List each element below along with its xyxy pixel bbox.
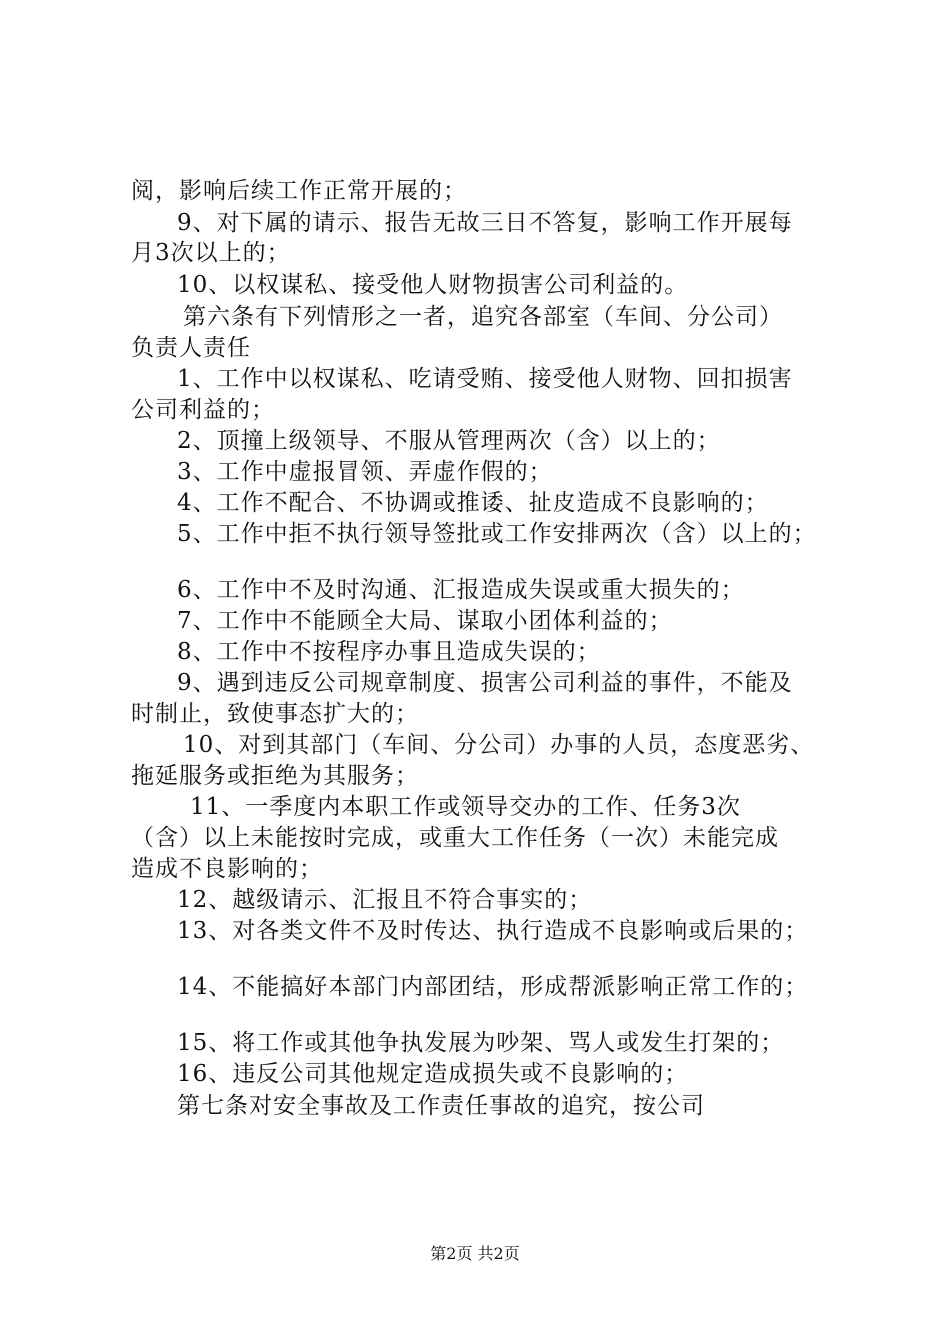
text-line: 12、越级请示、汇报且不符合事实的； [177, 887, 593, 913]
text-line: 6、工作中不及时沟通、汇报造成失误或重大损失的； [177, 577, 745, 603]
text-line: 10、对到其部门（车间、分公司）办事的人员，态度恶劣、 [183, 732, 815, 758]
text-line: 11、一季度内本职工作或领导交办的工作、任务3次 [190, 794, 741, 820]
text-line: 时制止，致使事态扩大的； [131, 701, 419, 727]
text-line: 3、工作中虚报冒领、弄虚作假的； [177, 459, 553, 485]
text-line: 9、对下属的请示、报告无故三日不答复，影响工作开展每 [177, 210, 793, 236]
text-line: 月3次以上的； [131, 240, 291, 266]
text-line: 15、将工作或其他争执发展为吵架、骂人或发生打架的； [177, 1030, 785, 1056]
text-line: 16、违反公司其他规定造成损失或不良影响的； [177, 1061, 689, 1087]
text-line: 4、工作不配合、不协调或推诿、扯皮造成不良影响的； [177, 490, 769, 516]
text-line: 第六条有下列情形之一者，追究各部室（车间、分公司） [183, 304, 783, 330]
text-line: 13、对各类文件不及时传达、执行造成不良影响或后果的； [177, 918, 809, 944]
text-line: 拖延服务或拒绝为其服务； [131, 763, 419, 789]
text-line: 2、顶撞上级领导、不服从管理两次（含）以上的； [177, 428, 721, 454]
text-line: 8、工作中不按程序办事且造成失误的； [177, 639, 601, 665]
text-line: 7、工作中不能顾全大局、谋取小团体利益的； [177, 608, 673, 634]
text-line: 1、工作中以权谋私、吃请受贿、接受他人财物、回扣损害 [177, 366, 793, 392]
text-line: 第七条对安全事故及工作责任事故的追究，按公司 [177, 1093, 705, 1119]
page-number-footer: 第2页 共2页 [430, 1244, 520, 1263]
text-line: 5、工作中拒不执行领导签批或工作安排两次（含）以上的； [177, 521, 817, 547]
text-line: 10、以权谋私、接受他人财物损害公司利益的。 [177, 272, 689, 298]
text-line: 负责人责任 [131, 335, 251, 361]
text-line: （含）以上未能按时完成，或重大工作任务（一次）未能完成 [131, 825, 779, 851]
text-line: 造成不良影响的； [131, 856, 323, 882]
text-line: 阅，影响后续工作正常开展的； [131, 178, 467, 204]
text-line: 公司利益的； [131, 397, 275, 423]
text-line: 14、不能搞好本部门内部团结，形成帮派影响正常工作的； [177, 974, 809, 1000]
text-line: 9、遇到违反公司规章制度、损害公司利益的事件，不能及 [177, 670, 793, 696]
